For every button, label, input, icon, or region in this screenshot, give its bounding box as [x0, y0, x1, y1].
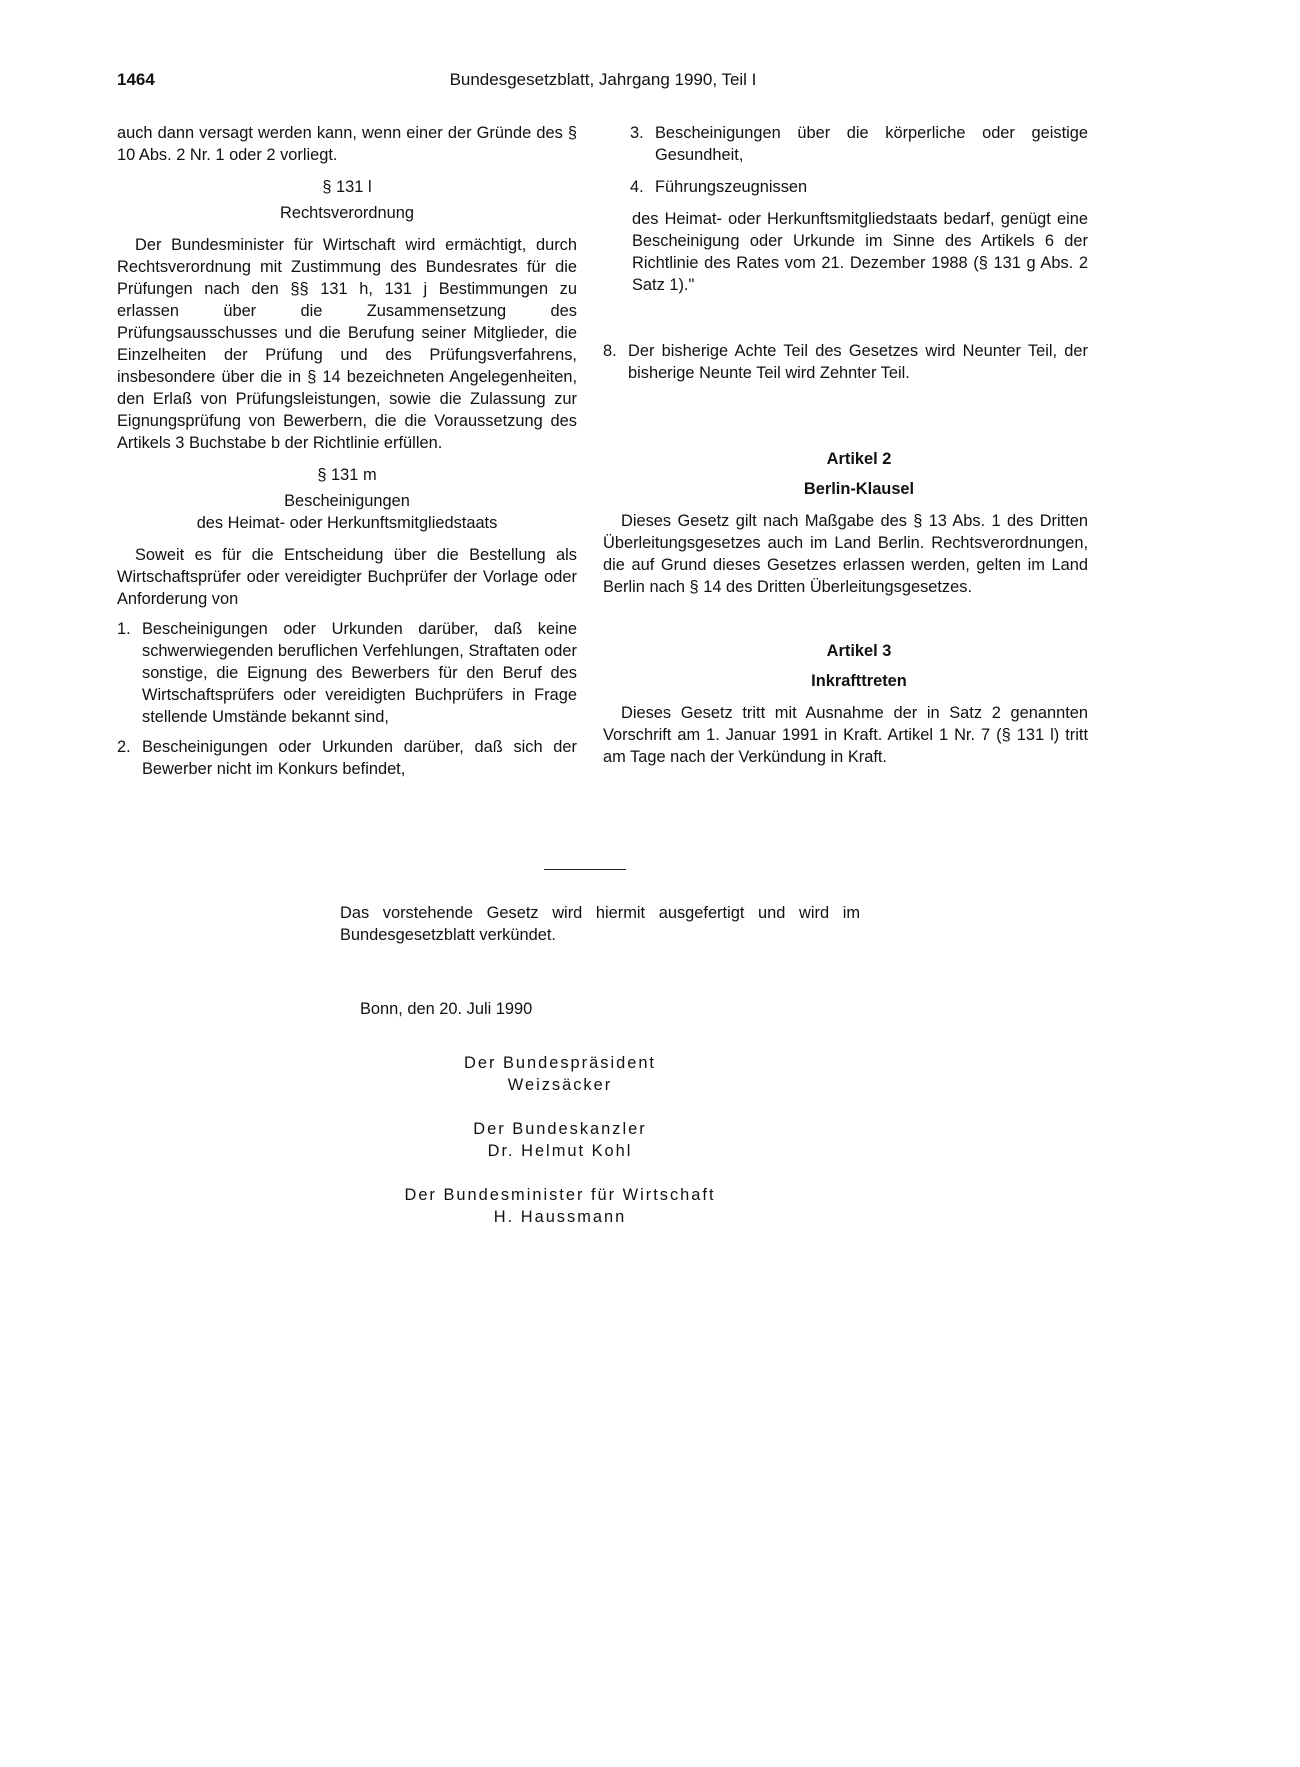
section-number-131m: § 131 m: [317, 466, 377, 484]
amendment-list: [603, 340, 1088, 384]
page-number: 1464: [117, 70, 155, 89]
article-3-number: Artikel 3: [826, 642, 892, 660]
list-item-text: Der bisherige Achte Teil des Gesetzes wird Neunter Teil, der bisherige Neunte Teil wird Zehnter Teil.: [628, 342, 1088, 382]
list-item: [603, 340, 1088, 384]
section-text-131m: Soweit es für die Entscheidung über die Bestellung als Wirtschaftsprüfer oder vereidigter Buchprüfer der Vorlage oder Anforderung von: [117, 546, 577, 608]
list-item: [630, 122, 1088, 166]
list-item-text: Bescheinigungen über die körperliche oder geistige Gesundheit,: [655, 124, 1088, 164]
list-item-text: Bescheinigungen oder Urkunden darüber, daß sich der Bewerber nicht im Konkurs befindet,: [142, 738, 577, 778]
signatory-name: Dr. Helmut Kohl: [487, 1142, 633, 1160]
list-item-text: Bescheinigungen oder Urkunden darüber, daß keine schwerwiegenden beruflichen Verfehlungen, Straftaten oder sonstige, die Eignung des Bewerbers für den Beruf des Wirtschaftsprüfers oder vereidigten Buchprüfers in Frage stellende Umstände bekannt sind,: [142, 620, 577, 726]
signature-president: [350, 1052, 770, 1096]
section-number-131l: § 131 l: [322, 178, 372, 196]
list-item: [117, 736, 577, 780]
list-item-number: 2.: [117, 738, 131, 756]
section-title-131m-line2: des Heimat- oder Herkunftsmitgliedstaats: [196, 514, 498, 532]
article-2-number: Artikel 2: [826, 450, 892, 468]
signatory-name: H. Haussmann: [493, 1208, 627, 1226]
signatory-office: Der Bundespräsident: [464, 1054, 656, 1072]
article-2-text: Dieses Gesetz gilt nach Maßgabe des § 13 Abs. 1 des Dritten Überleitungsgesetzes auch im Land Berlin. Rechtsverordnungen, die auf Grund dieses Gesetzes erlassen werden, gelten im Land Berlin nach § 14 des Dritten Überleitungsgesetzes.: [603, 512, 1088, 596]
closing-statement: Das vorstehende Gesetz wird hiermit ausgefertigt und wird im Bundesgesetzblatt verkündet.: [340, 904, 860, 944]
article-3-title: Inkrafttreten: [811, 672, 907, 690]
divider-rule: [544, 869, 626, 870]
running-title: Bundesgesetzblatt, Jahrgang 1990, Teil I: [449, 70, 757, 89]
article-3-text: Dieses Gesetz tritt mit Ausnahme der in Satz 2 genannten Vorschrift am 1. Januar 1991 in Kraft. Artikel 1 Nr. 7 (§ 131 l) tritt am Tage nach der Verkündung in Kraft.: [603, 704, 1088, 766]
place-and-date: Bonn, den 20. Juli 1990: [360, 1000, 533, 1018]
continuation-paragraph: des Heimat- oder Herkunftsmitgliedstaats bedarf, genügt eine Bescheinigung oder Urkunde im Sinne des Artikels 6 der Richtlinie des Rates vom 21. Dezember 1988 (§ 131 g Abs. 2 Satz 1).": [632, 210, 1088, 294]
left-column: [117, 122, 577, 780]
list-item: [630, 176, 1088, 198]
list-item-text: Führungszeugnissen: [655, 178, 808, 196]
list-item-number: 3.: [630, 124, 644, 142]
section-title-131l: Rechtsverordnung: [280, 204, 414, 222]
right-column: [603, 122, 1088, 768]
signature-minister: [350, 1184, 770, 1228]
list-item: [117, 618, 577, 728]
certificate-list-right: [630, 122, 1088, 198]
section-title-131m-line1: Bescheinigungen: [284, 492, 410, 510]
signature-chancellor: [350, 1118, 770, 1162]
signatory-office: Der Bundeskanzler: [473, 1120, 647, 1138]
article-2-title: Berlin-Klausel: [803, 480, 915, 498]
list-item-number: 1.: [117, 620, 131, 638]
page-header: [117, 70, 1089, 94]
intro-paragraph: auch dann versagt werden kann, wenn einer der Gründe des § 10 Abs. 2 Nr. 1 oder 2 vorliegt.: [117, 124, 577, 164]
list-item-number: 8.: [603, 342, 617, 360]
section-text-131l: Der Bundesminister für Wirtschaft wird ermächtigt, durch Rechtsverordnung mit Zustimmung des Bundesrates für die Prüfungen nach den §§ 131 h, 131 j Bestimmungen zu erlassen über die Zusammensetzung des Prüfungsausschusses und die Berufung seiner Mitglieder, die Einzelheiten der Prüfung und des Prüfungsverfahrens, insbesondere über die in § 14 bezeichneten Angelegenheiten, den Erlaß von Prüfungsleistungen, sowie die Zulassung zur Eignungsprüfung von Bewerbern, die die Voraussetzung des Artikels 3 Buchstabe b der Richtlinie erfüllen.: [117, 236, 577, 452]
signatory-name: Weizsäcker: [507, 1076, 613, 1094]
signature-block: [350, 1052, 770, 1250]
certificate-list-left: [117, 618, 577, 780]
signatory-office: Der Bundesminister für Wirtschaft: [404, 1186, 716, 1204]
list-item-number: 4.: [630, 178, 644, 196]
